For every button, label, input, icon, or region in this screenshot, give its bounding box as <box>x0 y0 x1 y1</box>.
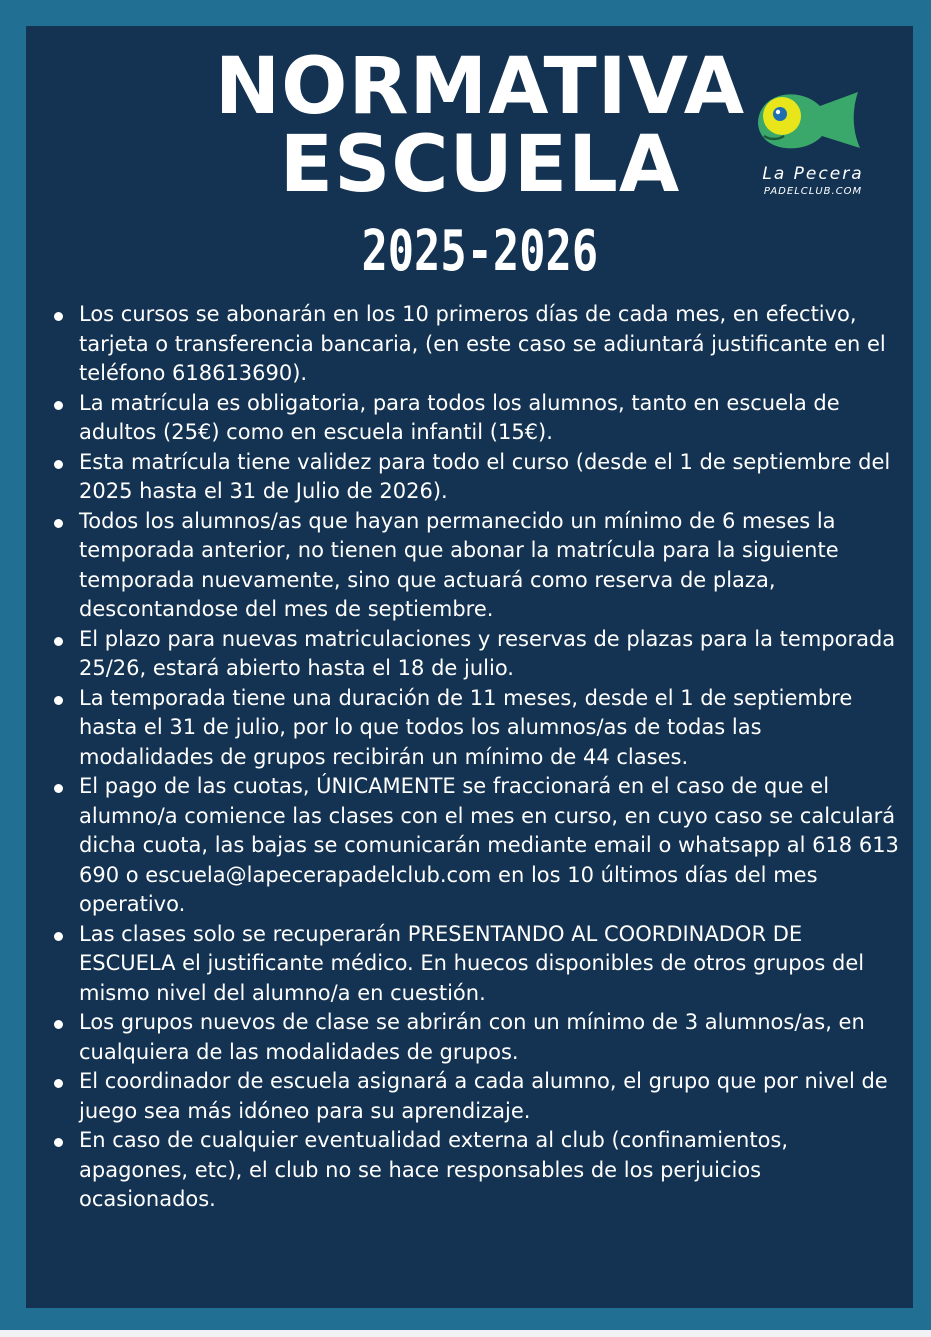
list-item <box>50 1008 900 1067</box>
list-item <box>50 300 900 389</box>
list-item <box>50 448 900 507</box>
title-line-escuela: ESCUELA <box>279 120 681 210</box>
bullet-icon <box>54 460 63 469</box>
bullet-icon <box>54 932 63 941</box>
fish-icon <box>738 82 888 162</box>
rule-text: El plazo para nuevas matriculaciones y reservas de plazas para la temporada 25/26, estará abierto hasta el 18 de julio. <box>79 626 896 680</box>
list-item <box>50 772 900 920</box>
bullet-icon <box>54 1079 63 1088</box>
list-item <box>50 625 900 684</box>
rule-text: En caso de cualquier eventualidad externa al club (confinamientos, apagones, etc), el club no se hace responsables de los perjuicios ocasionados. <box>79 1128 789 1211</box>
rule-text: Las clases solo se recuperarán PRESENTANDO AL COORDINADOR DE ESCUELA el justificante médico. En huecos disponibles de otros grupos del mismo nivel del alumno/a en cuestión. <box>79 921 865 1005</box>
bullet-icon <box>54 312 63 321</box>
club-logo <box>738 82 888 202</box>
rule-text: El coordinador de escuela asignará a cada alumno, el grupo que por nivel de juego sea más idóneo para su aprendizaje. <box>79 1069 888 1123</box>
bullet-icon <box>54 637 63 646</box>
list-item <box>50 1067 900 1126</box>
rule-text: La temporada tiene una duración de 11 meses, desde el 1 de septiembre hasta el 31 de julio, por lo que todos los alumnos/as de todas las modalidades de grupos recibirán un mínimo de 44 clases. <box>79 685 853 769</box>
list-item <box>50 389 900 448</box>
bullet-icon <box>54 1020 63 1029</box>
bullet-icon <box>54 696 63 705</box>
bullet-icon <box>54 784 63 793</box>
season-year: 2025-2026 <box>361 219 599 284</box>
rule-text: El pago de las cuotas, ÚNICAMENTE se fraccionará en el caso de que el alumno/a comience las clases con el mes en curso, en cuyo caso se calculará dicha cuota, las bajas se comunicarán mediante email o whatsapp al 618 613 690 o escuela@lapecerapadelclub.com en los 10 últimos días del mes operativo. <box>79 774 899 916</box>
rule-text: Todos los alumnos/as que hayan permanecido un mínimo de 6 meses la temporada anterior, no tienen que abonar la matrícula para la siguiente temporada nuevamente, sino que actuará como reserva de plaza, descontandose del mes de septiembre. <box>79 508 839 621</box>
list-item <box>50 684 900 773</box>
rule-text: Los grupos nuevos de clase se abrirán con un mínimo de 3 alumnos/as, en cualquiera de las modalidades de grupos. <box>79 1010 865 1064</box>
bullet-icon <box>54 519 63 528</box>
bullet-icon <box>54 1138 63 1147</box>
list-item <box>50 1126 900 1215</box>
rule-text: Los cursos se abonarán en los 10 primeros días de cada mes, en efectivo, tarjeta o transferencia bancaria, (en este caso se adiuntará justificante en el teléfono 618613690). <box>79 302 886 385</box>
list-item <box>50 507 900 625</box>
rule-text: La matrícula es obligatoria, para todos los alumnos, tanto en escuela de adultos (25€) como en escuela infantil (15€). <box>79 390 840 444</box>
rules-list <box>50 300 900 1215</box>
logo-subtitle: PADELCLUB.COM <box>763 186 863 197</box>
list-item <box>50 920 900 1009</box>
logo-name: La Pecera <box>762 164 864 184</box>
bullet-icon <box>54 401 63 410</box>
rule-text: Esta matrícula tiene validez para todo el curso (desde el 1 de septiembre del 2025 hasta el 31 de Julio de 2026). <box>79 449 891 503</box>
title-line-normativa: NORMATIVA <box>214 42 746 132</box>
